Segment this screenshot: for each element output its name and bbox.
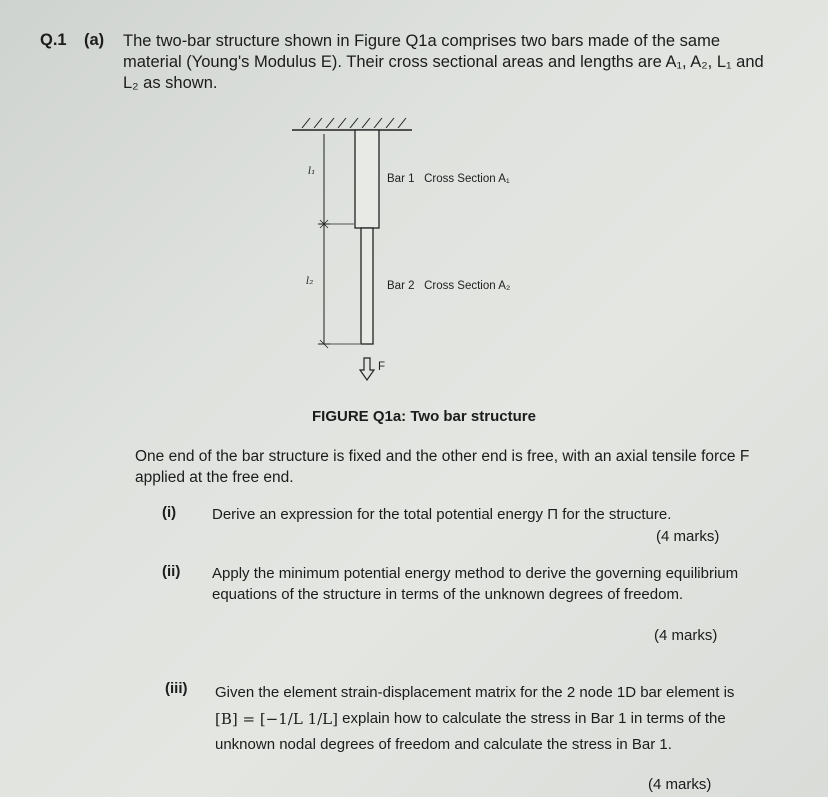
subq-i-label: (i) (162, 504, 177, 521)
question-number: Q.1 (40, 31, 67, 49)
l2-label: l₂ (306, 276, 314, 287)
problem-statement: One end of the bar structure is fixed and the other end is free, with an axial tensile force F applied at the free end. (135, 448, 750, 486)
subq-i-marks: (4 marks) (656, 528, 720, 545)
bar-1 (355, 130, 379, 228)
subq-i-text: Derive an expression for the total potential energy Π for the structure. (212, 506, 672, 523)
force-label: F (378, 361, 386, 373)
figure-caption: FIGURE Q1a: Two bar structure (312, 408, 536, 425)
subq-iii-text (215, 680, 755, 758)
two-bar-figure (280, 108, 580, 398)
support-hatching (302, 118, 406, 128)
question-part: (a) (84, 31, 105, 49)
force-arrow (360, 358, 374, 380)
subq-ii-text: Apply the minimum potential energy method to derive the governing equilibrium equations of the structure in terms of the unknown degrees of freedom. (212, 565, 739, 603)
bar-1-label: Bar 1 Cross Section A₁ (387, 173, 510, 185)
question-intro: The two-bar structure shown in Figure Q1a comprises two bars made of the same material (Young's Modulus E). Their cross sectional areas and lengths are A₁, A₂, L₁ and L₂ as shown. (123, 32, 764, 92)
subq-iii-text-after: explain how to calculate the stress in Bar 1 in terms of the unknown nodal degrees of freedom and calculate the stress in Bar 1. (215, 710, 726, 754)
bar-2-label: Bar 2 Cross Section A₂ (387, 280, 511, 292)
bar-2 (361, 228, 373, 344)
l1-label: l₁ (308, 166, 316, 177)
strain-displacement-equation: [B] = [−1/L 1/L] (215, 710, 338, 729)
subq-iii-text-before: Given the element strain-displacement matrix for the 2 node 1D bar element is (215, 684, 735, 701)
subq-ii-label: (ii) (162, 563, 181, 580)
subq-iii-label: (iii) (165, 680, 188, 697)
subq-ii-marks: (4 marks) (654, 627, 718, 644)
subq-iii-marks: (4 marks) (648, 776, 712, 793)
